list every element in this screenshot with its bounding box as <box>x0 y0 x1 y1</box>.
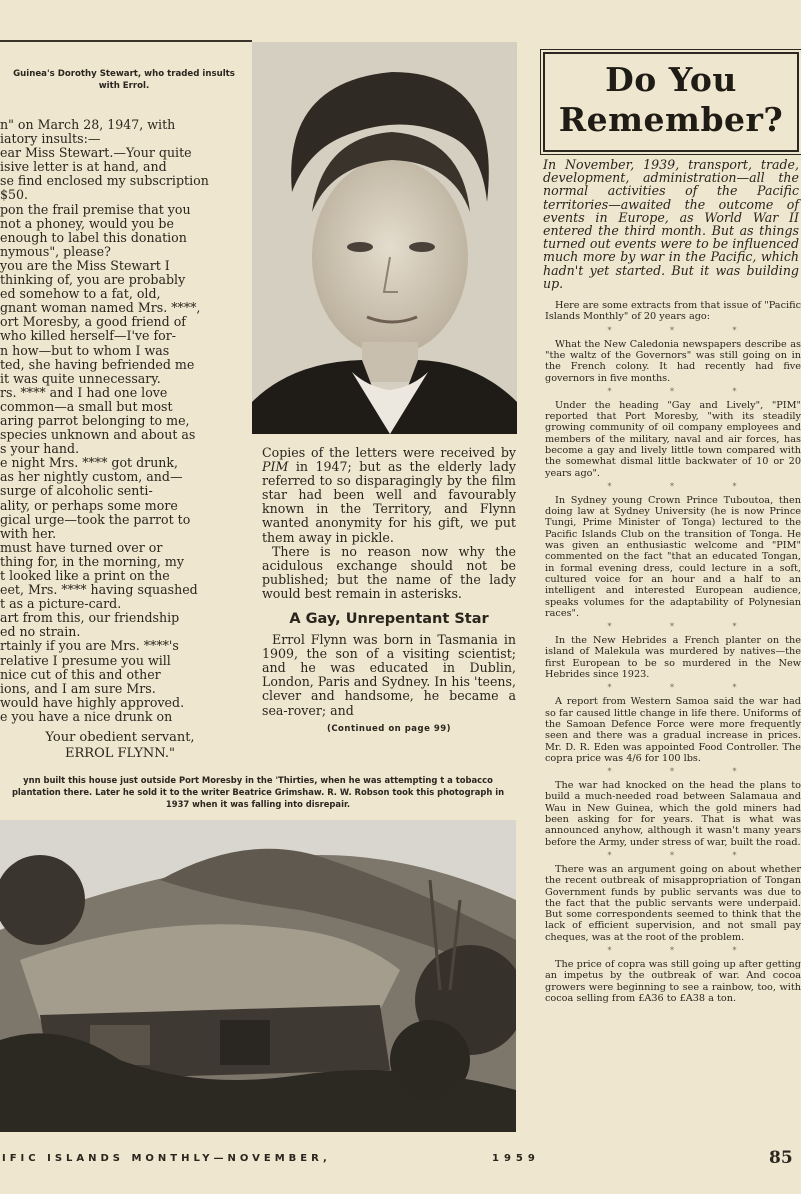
star-separator: * * * <box>607 325 765 335</box>
letter-line: it was quite unnecessary. <box>0 370 161 386</box>
house-photo-icon <box>0 820 516 1132</box>
right-column <box>531 40 801 1004</box>
letter-line: you are the Miss Stewart I <box>0 257 170 273</box>
page-number: 85 <box>769 1148 793 1168</box>
letter-line: ort Moresby, a good friend of <box>0 314 186 330</box>
middle-paragraph: There is no reason now why the acidulous exchange should not be published; but the name of the lady would best remain in asterisks. <box>262 543 516 601</box>
page-footer <box>0 1146 801 1168</box>
extract-paragraph: A report from Western Samoa said the war had so far caused little change in life there. Uniforms of the Samoan Defence Force were more frequently seen and there was a gradual increase in prices. Mr. D. R. Eden was appointed Food Controller. The copra price was 4/6 for 100 lbs. <box>545 696 801 764</box>
star-paragraph: Errol Flynn was born in Tasmania in 1909, the son of a visiting scientist; and he was educated in Dublin, London, Paris and Sydney. In his 'teens, clever and handsome, he became a sea-rover; and <box>262 632 516 718</box>
extract-paragraph: Under the heading "Gay and Lively", "PIM" reported that Port Moresby, "with its steadily growing community of oil company employees and members of the military, naval and air forces, has become a gay and lively little town compared with the somewhat dismal little backwater of 10 or 20 years ago". <box>545 399 801 479</box>
star-separator: * * * <box>607 481 765 491</box>
letter-line: isive letter is at hand, and <box>0 159 167 175</box>
middle-paragraph: Copies of the letters were received by PIM in 1947; but as the elderly lady referred to so disparagingly by the film star had been well and favourably known in the Territory, and Flynn wanted anonymity for his gift, we put them away in pickle. <box>262 445 516 545</box>
letter-line: n" on March 28, 1947, with <box>0 117 176 132</box>
star-separator: * * * <box>607 767 765 777</box>
flynn-house-photo <box>0 820 516 1132</box>
letter-line: t looked like a print on the <box>0 568 170 583</box>
letter-line: aring parrot belonging to me, <box>0 412 190 428</box>
extract-paragraph: In the New Hebrides a French planter on the island of Malekula was murdered by natives—the first European to be so murdered in the New Hebrides since 1923. <box>545 635 801 681</box>
letter-line: as her nightly custom, and— <box>0 469 183 485</box>
house-caption: ynn built this house just outside Port Moresby in the 'Thirties, when he was attempting t a tobacco plantation there. Later he sold it to the writer Beatrice Grimshaw. R. W. Robson took this photograph in 1937 when it was falling into disrepair. <box>11 775 505 809</box>
letter-line: surge of alcoholic senti- <box>0 483 153 499</box>
letter-line: ality, or perhaps some more <box>0 497 178 513</box>
portrait-caption: Guinea's Dorothy Stewart, who traded insults with Errol. <box>13 69 235 91</box>
footer-year: 1959 <box>492 1153 540 1164</box>
column-title <box>545 54 797 140</box>
extract-paragraph: Here are some extracts from that issue of "Pacific Islands Monthly" of 20 years ago: <box>545 300 801 323</box>
letter-line: not a phoney, would you be <box>0 215 174 231</box>
letter-line: who killed herself—I've for- <box>0 328 177 344</box>
letter-line: ear Miss Stewart.—Your quite <box>0 145 192 161</box>
letter-line: n how—but to whom I was <box>0 342 170 358</box>
letter-line: ed no strain. <box>0 624 81 640</box>
extract-paragraph: What the New Caledonia newspapers describe as "the waltz of the Governors" was still going on in the French colony. It had recently had five governors in five months. <box>545 338 801 384</box>
letter-line: se find enclosed my subscription <box>0 173 209 189</box>
letter-line: gical urge—took the parrot to <box>0 511 191 527</box>
letter-signoff <box>0 730 240 762</box>
letter-line: nymous", please? <box>0 243 111 259</box>
letter-line: would have highly approved. <box>0 694 185 710</box>
left-column <box>0 68 240 762</box>
extracts-list <box>545 300 801 1004</box>
portrait-photo-icon <box>252 42 517 434</box>
extract-paragraph: The price of copra was still going up after getting an impetus by the outbreak of war. And cocoa growers were beginning to see a rainbow, too, with cocoa selling from £A36 to £A38 a ton. <box>545 958 801 1004</box>
letter-line: e night Mrs. **** got drunk, <box>0 455 179 471</box>
star-separator: * * * <box>607 622 765 632</box>
extract-paragraph: The war had knocked on the head the plans to build a much-needed road between Salamaua and Wau in New Guinea, which the gold miners had been asking for for years. That is what was announced anyhow, although it wasn't many years before the Army, under stress of war, built the road. <box>545 780 801 848</box>
top-rule <box>0 40 252 42</box>
letter-line: eet, Mrs. **** having squashed <box>0 582 198 598</box>
letter-line: e you have a nice drunk on <box>0 708 173 724</box>
star-separator: * * * <box>607 386 765 396</box>
letter-line: species unknown and about as <box>0 427 196 443</box>
title-line-1: Do You <box>605 60 737 99</box>
letter-line: art from this, our friendship <box>0 610 180 626</box>
title-line-2: Remember? <box>558 100 784 139</box>
letter-line: pon the frail premise that you <box>0 201 191 217</box>
letter-line: t as a picture-card. <box>0 596 122 612</box>
star-separator: * * * <box>607 850 765 860</box>
letter-closing: Your obedient servant, <box>45 730 195 746</box>
letter-line: with her. <box>0 525 57 541</box>
letter-line: gnant woman named Mrs. ****, <box>0 300 201 316</box>
star-separator: * * * <box>607 683 765 693</box>
letter-line: enough to label this donation <box>0 229 187 245</box>
letter-line: relative I presume you will <box>0 652 171 668</box>
letter-signature: ERROL FLYNN." <box>65 746 175 762</box>
middle-column <box>262 446 516 734</box>
dorothy-stewart-portrait-photo <box>252 42 517 434</box>
letter-line: s your hand. <box>0 441 80 457</box>
star-separator: * * * <box>607 945 765 955</box>
letter-line: ed somehow to a fat, old, <box>0 286 161 302</box>
continued-notice: (Continued on page 99) <box>326 723 452 734</box>
letter-line: iatory insults:— <box>0 131 101 147</box>
intro-paragraph: In November, 1939, transport, trade, development, administration—all the normal activities of the Pacific territories—awaited the outcome of events in Europe, as World War II entered the third month. But as things turned out events were to be influenced much more by war in the Pacific, which hadn't yet started. But it was building up. <box>543 157 799 291</box>
letter-line: nice cut of this and other <box>0 666 161 682</box>
letter-line: ted, she having befriended me <box>0 356 195 372</box>
footer-publication: IFIC ISLANDS MONTHLY—NOVEMBER, <box>2 1153 331 1164</box>
letter-line: ions, and I am sure Mrs. <box>0 680 156 696</box>
letter-line: must have turned over or <box>0 539 163 555</box>
section-subhead: A Gay, Unrepentant Star <box>289 611 489 628</box>
extract-paragraph: There was an argument going on about whether the recent outbreak of misappropriation of Tongan Government funds by public servants was due to the fact that the public servants were underpaid. But some correspondents seemed to think that the lack of efficient supervision, and not small pay cheques, was at the root of the problem. <box>545 863 801 943</box>
letter-line: $50. <box>0 187 29 203</box>
title-box <box>543 52 799 152</box>
letter-line: thing for, in the morning, my <box>0 553 184 569</box>
letter-line: thinking of, you are probably <box>0 272 186 288</box>
letter-line: rs. **** and I had one love <box>0 384 168 400</box>
extract-paragraph: In Sydney young Crown Prince Tuboutoa, then doing law at Sydney University (he is now Prince Tungi, Prime Minister of Tonga) lectured to the Pacific Islands Club on the transition of Tonga. He was given an enthusiastic welcome and "PIM" commented on the fact "that an educated Tongan, in formal evening dress, could lecture in a soft, cultured voice for an hour and a half to an intelligent and interested European audience, speaks volumes for the adaptability of Polynesian races". <box>545 494 801 619</box>
letter-line: common—a small but most <box>0 398 173 414</box>
errol-flynn-letter <box>0 118 240 724</box>
letter-line: rtainly if you are Mrs. ****'s <box>0 638 179 654</box>
